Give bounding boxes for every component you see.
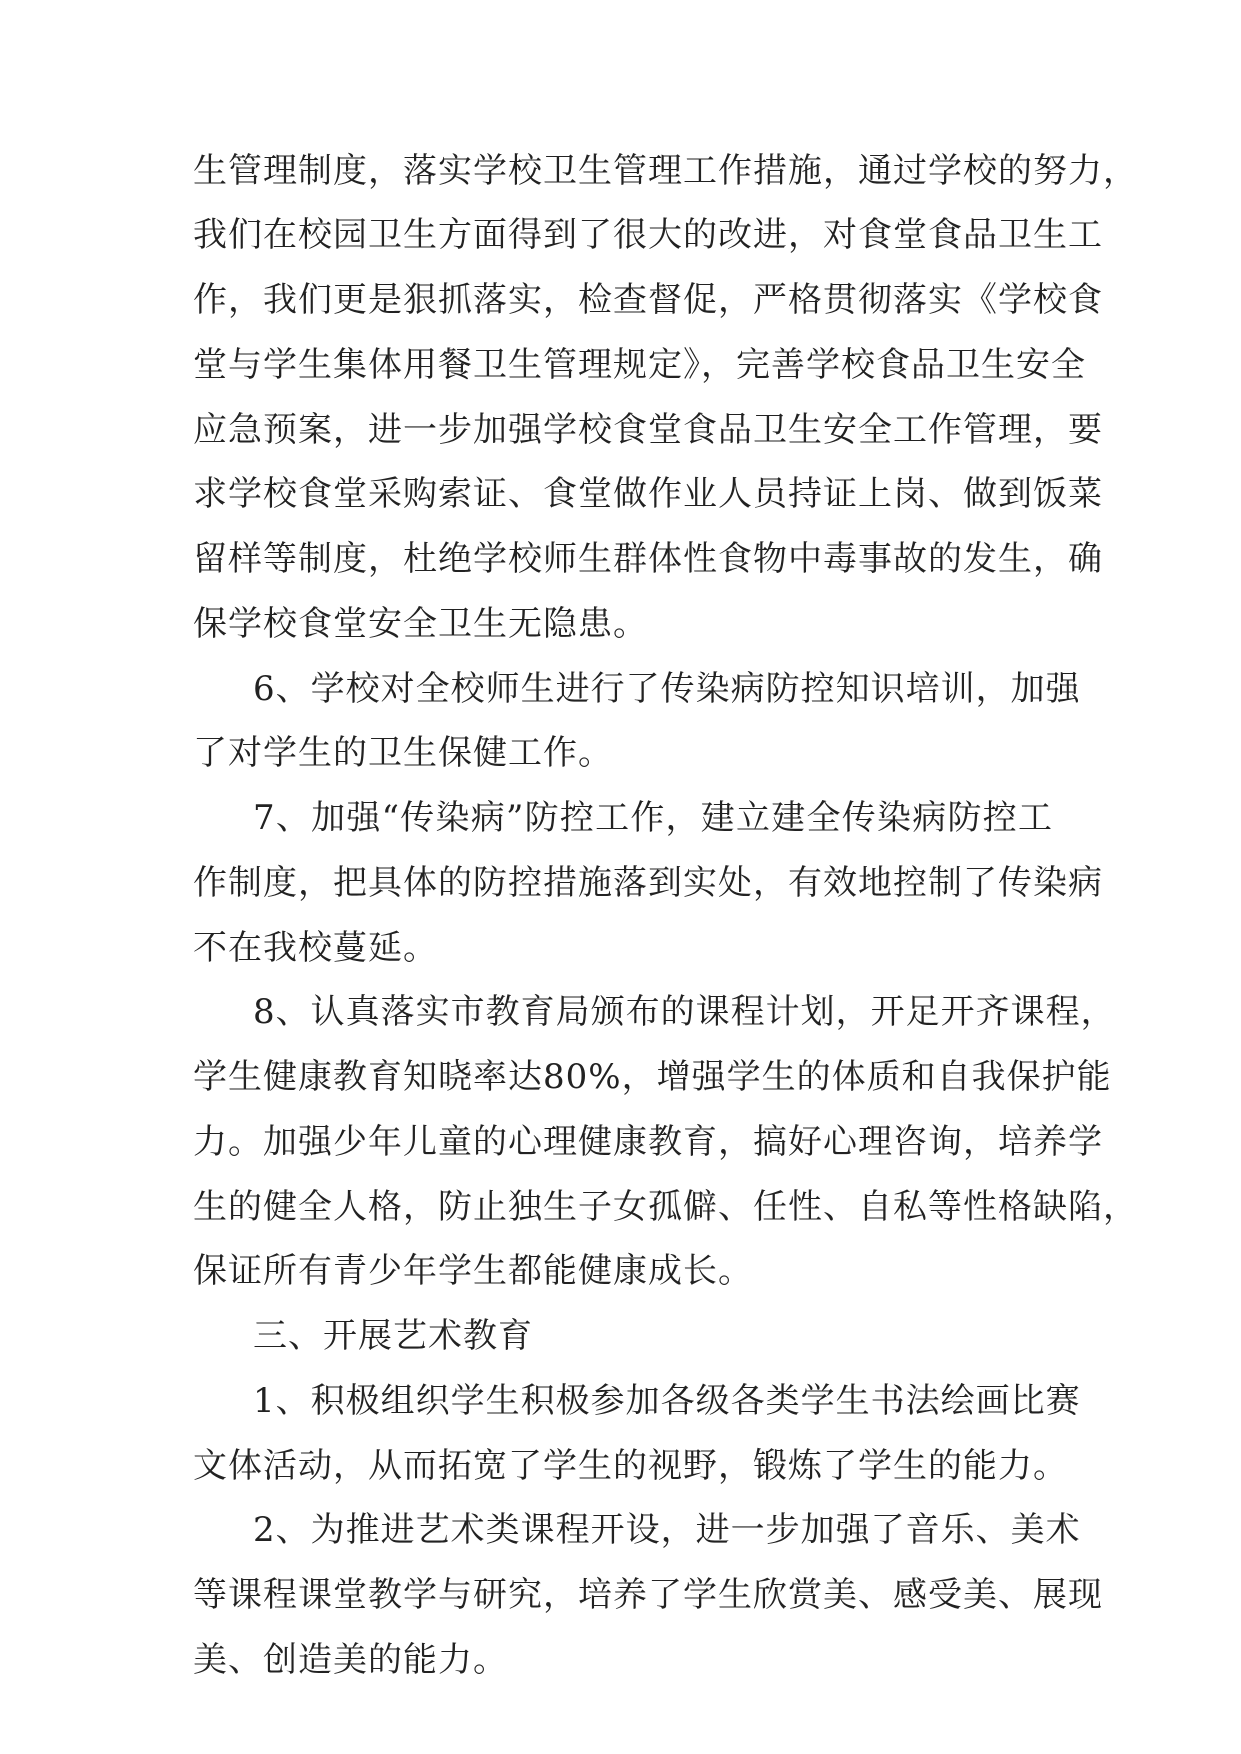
text-line: 生的健全人格，防止独生子女孤僻、任性、自私等性格缺陷， [193,1187,1138,1227]
text-line: 保证所有青少年学生都能健康成长。 [193,1251,753,1291]
text-line: 我们在校园卫生方面得到了很大的改进，对食堂食品卫生工 [193,215,1103,255]
text-line: 等课程课堂教学与研究，培养了学生欣赏美、感受美、展现 [193,1575,1103,1615]
text-line: 求学校食堂采购索证、食堂做作业人员持证上岗、做到饭菜 [193,474,1103,514]
section-heading: 三、开展艺术教育 [253,1316,533,1356]
text-line: 学生健康教育知晓率达80%，增强学生的体质和自我保护能 [193,1057,1112,1097]
text-line: 作制度，把具体的防控措施落到实处，有效地控制了传染病 [193,863,1103,903]
paragraph-6-first-line: 6、学校对全校师生进行了传染病防控知识培训，加强 [253,669,1081,709]
paragraph-1-first-line: 1、积极组织学生积极参加各级各类学生书法绘画比赛 [253,1381,1081,1421]
text-line: 留样等制度，杜绝学校师生群体性食物中毒事故的发生，确 [193,539,1103,579]
text-line: 美、创造美的能力。 [193,1640,508,1680]
paragraph-7-first-line: 7、加强“传染病”防控工作，建立建全传染病防控工 [253,798,1053,838]
text-line: 力。加强少年儿童的心理健康教育，搞好心理咨询，培养学 [193,1122,1103,1162]
paragraph-2-first-line: 2、为推进艺术类课程开设，进一步加强了音乐、美术 [253,1510,1081,1550]
text-line: 生管理制度，落实学校卫生管理工作措施，通过学校的努力， [193,151,1138,191]
text-line: 保学校食堂安全卫生无隐患。 [193,604,648,644]
text-line: 作，我们更是狠抓落实，检查督促，严格贯彻落实《学校食 [193,280,1103,320]
text-line: 不在我校蔓延。 [193,928,438,968]
text-line: 文体活动，从而拓宽了学生的视野，锻炼了学生的能力。 [193,1446,1068,1486]
text-line: 堂与学生集体用餐卫生管理规定》，完善学校食品卫生安全 [193,345,1086,385]
paragraph-8-first-line: 8、认真落实市教育局颁布的课程计划，开足开齐课程， [253,992,1116,1032]
text-line: 应急预案，进一步加强学校食堂食品卫生安全工作管理，要 [193,410,1103,450]
text-line: 了对学生的卫生保健工作。 [193,733,613,773]
